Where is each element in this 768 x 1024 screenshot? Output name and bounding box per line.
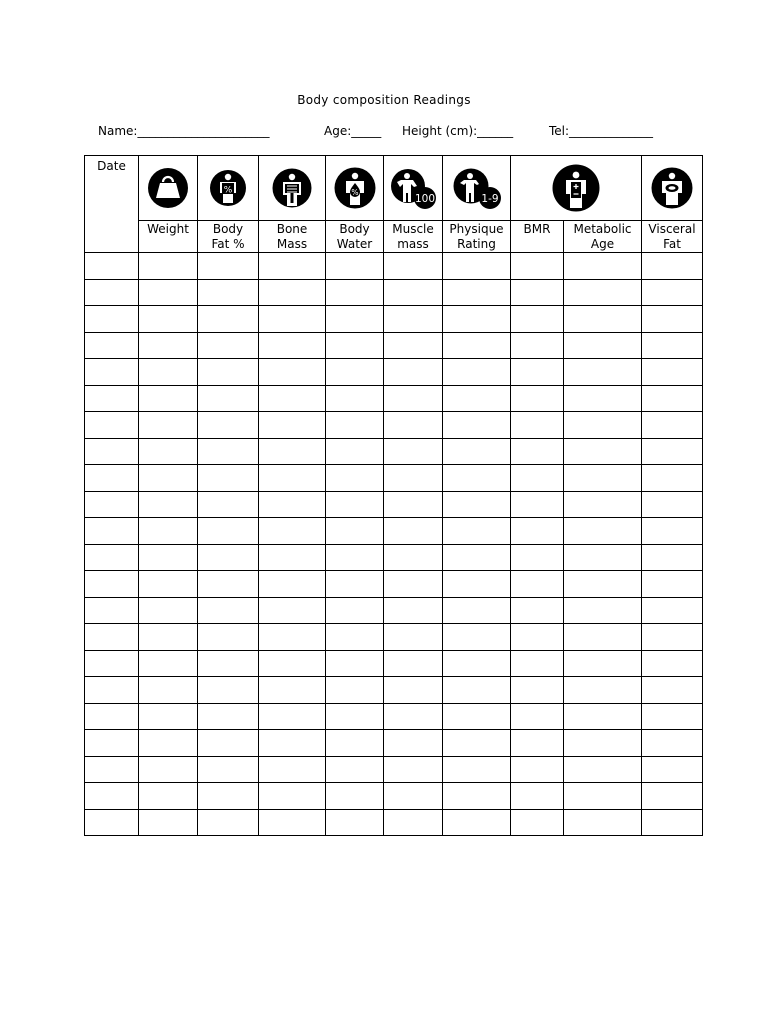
reading-cell[interactable] <box>198 571 259 598</box>
table-row <box>85 359 703 386</box>
reading-cell[interactable] <box>443 412 511 439</box>
reading-cell[interactable] <box>139 730 198 757</box>
reading-cell[interactable] <box>326 465 384 492</box>
readings-table <box>84 155 703 836</box>
name-field[interactable]: Name:______________________ <box>98 124 270 138</box>
reading-cell[interactable] <box>642 518 703 545</box>
reading-cell[interactable] <box>642 253 703 280</box>
reading-cell[interactable] <box>384 650 443 677</box>
reading-cell[interactable] <box>259 809 326 836</box>
reading-cell[interactable] <box>511 465 564 492</box>
reading-cell[interactable] <box>259 438 326 465</box>
reading-cell[interactable] <box>443 253 511 280</box>
reading-cell[interactable] <box>198 491 259 518</box>
table-row <box>85 491 703 518</box>
reading-cell[interactable] <box>198 544 259 571</box>
reading-cell[interactable] <box>198 518 259 545</box>
date-cell[interactable] <box>85 597 139 624</box>
reading-cell[interactable] <box>443 597 511 624</box>
reading-cell[interactable] <box>642 544 703 571</box>
reading-cell[interactable] <box>564 809 642 836</box>
reading-cell[interactable] <box>443 703 511 730</box>
reading-cell[interactable] <box>198 703 259 730</box>
reading-cell[interactable] <box>564 518 642 545</box>
date-cell[interactable] <box>85 677 139 704</box>
reading-cell[interactable] <box>326 438 384 465</box>
table-row <box>85 279 703 306</box>
reading-cell[interactable] <box>564 385 642 412</box>
reading-cell[interactable] <box>259 332 326 359</box>
reading-cell[interactable] <box>384 491 443 518</box>
reading-cell[interactable] <box>139 465 198 492</box>
table-row <box>85 571 703 598</box>
reading-cell[interactable] <box>326 412 384 439</box>
reading-cell[interactable] <box>564 359 642 386</box>
reading-cell[interactable] <box>259 650 326 677</box>
reading-cell[interactable] <box>326 491 384 518</box>
reading-cell[interactable] <box>511 677 564 704</box>
reading-cell[interactable] <box>139 756 198 783</box>
reading-cell[interactable] <box>443 518 511 545</box>
reading-cell[interactable] <box>443 756 511 783</box>
reading-cell[interactable] <box>139 703 198 730</box>
reading-cell[interactable] <box>511 491 564 518</box>
reading-cell[interactable] <box>198 677 259 704</box>
reading-cell[interactable] <box>564 624 642 651</box>
date-cell[interactable] <box>85 306 139 333</box>
reading-cell[interactable] <box>198 279 259 306</box>
date-cell[interactable] <box>85 491 139 518</box>
reading-cell[interactable] <box>384 571 443 598</box>
reading-cell[interactable] <box>259 359 326 386</box>
reading-cell[interactable] <box>511 809 564 836</box>
reading-cell[interactable] <box>564 597 642 624</box>
reading-cell[interactable] <box>198 438 259 465</box>
reading-cell[interactable] <box>384 677 443 704</box>
reading-cell[interactable] <box>511 438 564 465</box>
table-row <box>85 306 703 333</box>
reading-cell[interactable] <box>443 809 511 836</box>
reading-cell[interactable] <box>443 465 511 492</box>
reading-cell[interactable] <box>384 544 443 571</box>
reading-cell[interactable] <box>198 253 259 280</box>
reading-cell[interactable] <box>198 597 259 624</box>
reading-cell[interactable] <box>259 279 326 306</box>
physique-rating-icon <box>451 167 503 209</box>
reading-cell[interactable] <box>139 253 198 280</box>
reading-cell[interactable] <box>139 624 198 651</box>
reading-cell[interactable] <box>326 332 384 359</box>
reading-cell[interactable] <box>198 809 259 836</box>
label-header-row <box>85 221 703 253</box>
table-row <box>85 730 703 757</box>
reading-cell[interactable] <box>198 624 259 651</box>
reading-cell[interactable] <box>198 465 259 492</box>
svg-text:100: 100 <box>414 193 436 205</box>
reading-cell[interactable] <box>384 412 443 439</box>
reading-cell[interactable] <box>564 783 642 810</box>
reading-cell[interactable] <box>326 306 384 333</box>
reading-cell[interactable] <box>259 544 326 571</box>
reading-cell[interactable] <box>259 677 326 704</box>
reading-cell[interactable] <box>511 650 564 677</box>
reading-cell[interactable] <box>511 756 564 783</box>
reading-cell[interactable] <box>139 783 198 810</box>
reading-cell[interactable] <box>384 465 443 492</box>
reading-cell[interactable] <box>259 730 326 757</box>
reading-cell[interactable] <box>384 359 443 386</box>
reading-cell[interactable] <box>326 385 384 412</box>
reading-cell[interactable] <box>139 571 198 598</box>
body-fat-icon <box>209 169 247 207</box>
reading-cell[interactable] <box>139 279 198 306</box>
date-cell[interactable] <box>85 438 139 465</box>
reading-cell[interactable] <box>326 518 384 545</box>
reading-cell[interactable] <box>443 677 511 704</box>
reading-cell[interactable] <box>511 306 564 333</box>
date-cell[interactable] <box>85 253 139 280</box>
date-cell[interactable] <box>85 279 139 306</box>
reading-cell[interactable] <box>511 597 564 624</box>
reading-cell[interactable] <box>384 730 443 757</box>
reading-cell[interactable] <box>511 544 564 571</box>
reading-cell[interactable] <box>511 783 564 810</box>
reading-cell[interactable] <box>384 385 443 412</box>
svg-text:%: % <box>350 188 359 197</box>
bmr-icon <box>552 164 600 212</box>
table-row <box>85 809 703 836</box>
date-cell[interactable] <box>85 518 139 545</box>
reading-cell[interactable] <box>642 412 703 439</box>
reading-cell[interactable] <box>443 571 511 598</box>
reading-cell[interactable] <box>642 571 703 598</box>
reading-cell[interactable] <box>384 624 443 651</box>
reading-cell[interactable] <box>259 783 326 810</box>
table-row <box>85 253 703 280</box>
date-cell[interactable] <box>85 359 139 386</box>
svg-text:1-9: 1-9 <box>480 193 499 205</box>
reading-cell[interactable] <box>642 809 703 836</box>
reading-cell[interactable] <box>198 783 259 810</box>
date-cell[interactable] <box>85 544 139 571</box>
reading-cell[interactable] <box>139 332 198 359</box>
reading-cell[interactable] <box>326 703 384 730</box>
reading-cell[interactable] <box>384 306 443 333</box>
reading-cell[interactable] <box>443 544 511 571</box>
reading-cell[interactable] <box>511 518 564 545</box>
reading-cell[interactable] <box>564 756 642 783</box>
reading-cell[interactable] <box>259 465 326 492</box>
reading-cell[interactable] <box>564 544 642 571</box>
column-header-body-fat: Body Fat % <box>198 221 259 253</box>
reading-cell[interactable] <box>326 253 384 280</box>
reading-cell[interactable] <box>642 359 703 386</box>
reading-cell[interactable] <box>384 438 443 465</box>
reading-cell[interactable] <box>326 809 384 836</box>
reading-cell[interactable] <box>384 332 443 359</box>
reading-cell[interactable] <box>511 412 564 439</box>
reading-cell[interactable] <box>326 650 384 677</box>
reading-cell[interactable] <box>384 809 443 836</box>
reading-cell[interactable] <box>642 279 703 306</box>
reading-cell[interactable] <box>259 756 326 783</box>
table-row <box>85 438 703 465</box>
reading-cell[interactable] <box>139 544 198 571</box>
reading-cell[interactable] <box>326 597 384 624</box>
column-header-bmr: BMR <box>511 221 564 253</box>
table-row <box>85 783 703 810</box>
reading-cell[interactable] <box>139 438 198 465</box>
reading-cell[interactable] <box>642 783 703 810</box>
reading-cell[interactable] <box>511 332 564 359</box>
reading-cell[interactable] <box>384 518 443 545</box>
reading-cell[interactable] <box>139 491 198 518</box>
column-header-physique-rating: Physique Rating <box>443 221 511 253</box>
reading-cell[interactable] <box>642 465 703 492</box>
reading-cell[interactable] <box>642 438 703 465</box>
date-cell[interactable] <box>85 809 139 836</box>
reading-cell[interactable] <box>642 703 703 730</box>
reading-cell[interactable] <box>564 438 642 465</box>
date-header: Date <box>85 156 139 253</box>
reading-cell[interactable] <box>642 756 703 783</box>
reading-cell[interactable] <box>443 279 511 306</box>
reading-cell[interactable] <box>384 253 443 280</box>
column-header-metabolic-age: Metabolic Age <box>564 221 642 253</box>
reading-cell[interactable] <box>198 650 259 677</box>
reading-cell[interactable] <box>642 306 703 333</box>
date-cell[interactable] <box>85 783 139 810</box>
reading-cell[interactable] <box>511 253 564 280</box>
reading-cell[interactable] <box>642 332 703 359</box>
reading-cell[interactable] <box>642 491 703 518</box>
reading-cell[interactable] <box>443 438 511 465</box>
reading-cell[interactable] <box>564 491 642 518</box>
reading-cell[interactable] <box>443 306 511 333</box>
reading-cell[interactable] <box>511 571 564 598</box>
table-row <box>85 412 703 439</box>
reading-cell[interactable] <box>443 624 511 651</box>
column-header-bone-mass: Bone Mass <box>259 221 326 253</box>
bone-mass-icon <box>272 168 312 208</box>
reading-cell[interactable] <box>384 703 443 730</box>
age-field[interactable]: Age:_____ <box>324 124 382 138</box>
reading-cell[interactable] <box>443 491 511 518</box>
reading-cell[interactable] <box>326 730 384 757</box>
reading-cell[interactable] <box>326 756 384 783</box>
reading-cell[interactable] <box>198 412 259 439</box>
reading-cell[interactable] <box>511 279 564 306</box>
reading-cell[interactable] <box>259 306 326 333</box>
reading-cell[interactable] <box>326 544 384 571</box>
reading-cell[interactable] <box>139 306 198 333</box>
date-cell[interactable] <box>85 412 139 439</box>
reading-cell[interactable] <box>326 677 384 704</box>
table-row <box>85 703 703 730</box>
reading-cell[interactable] <box>564 730 642 757</box>
reading-cell[interactable] <box>326 571 384 598</box>
table-row <box>85 544 703 571</box>
table-row <box>85 624 703 651</box>
date-cell[interactable] <box>85 465 139 492</box>
table-row <box>85 465 703 492</box>
reading-cell[interactable] <box>139 597 198 624</box>
date-cell[interactable] <box>85 650 139 677</box>
table-row <box>85 332 703 359</box>
reading-cell[interactable] <box>139 412 198 439</box>
weight-icon <box>147 167 189 209</box>
svg-text:%: % <box>223 185 233 196</box>
date-cell[interactable] <box>85 624 139 651</box>
reading-cell[interactable] <box>443 730 511 757</box>
reading-cell[interactable] <box>259 491 326 518</box>
table-row <box>85 385 703 412</box>
reading-cell[interactable] <box>384 279 443 306</box>
reading-cell[interactable] <box>564 306 642 333</box>
reading-cell[interactable] <box>564 279 642 306</box>
reading-cell[interactable] <box>259 385 326 412</box>
reading-cell[interactable] <box>198 385 259 412</box>
reading-cell[interactable] <box>326 359 384 386</box>
reading-cell[interactable] <box>384 756 443 783</box>
reading-cell[interactable] <box>259 253 326 280</box>
tel-field[interactable]: Tel:______________ <box>549 124 654 138</box>
reading-cell[interactable] <box>326 624 384 651</box>
table-row <box>85 518 703 545</box>
reading-cell[interactable] <box>443 332 511 359</box>
column-header-muscle-mass: Muscle mass <box>384 221 443 253</box>
reading-cell[interactable] <box>511 703 564 730</box>
date-cell[interactable] <box>85 385 139 412</box>
body-water-icon <box>334 167 376 209</box>
date-cell[interactable] <box>85 730 139 757</box>
reading-cell[interactable] <box>564 465 642 492</box>
reading-cell[interactable] <box>511 359 564 386</box>
muscle-mass-icon <box>389 167 437 209</box>
date-cell[interactable] <box>85 571 139 598</box>
reading-cell[interactable] <box>259 597 326 624</box>
visceral-fat-icon <box>651 167 693 209</box>
reading-cell[interactable] <box>384 597 443 624</box>
reading-cell[interactable] <box>642 650 703 677</box>
reading-cell[interactable] <box>564 703 642 730</box>
reading-cell[interactable] <box>139 677 198 704</box>
reading-cell[interactable] <box>139 518 198 545</box>
reading-cell[interactable] <box>198 756 259 783</box>
reading-cell[interactable] <box>259 571 326 598</box>
reading-cell[interactable] <box>564 412 642 439</box>
reading-cell[interactable] <box>443 385 511 412</box>
reading-cell[interactable] <box>642 624 703 651</box>
date-cell[interactable] <box>85 332 139 359</box>
reading-cell[interactable] <box>259 518 326 545</box>
reading-cell[interactable] <box>564 571 642 598</box>
reading-cell[interactable] <box>564 650 642 677</box>
column-header-visceral-fat: Visceral Fat <box>642 221 703 253</box>
reading-cell[interactable] <box>139 359 198 386</box>
column-header-weight: Weight <box>139 221 198 253</box>
reading-cell[interactable] <box>259 703 326 730</box>
reading-cell[interactable] <box>443 359 511 386</box>
reading-cell[interactable] <box>139 385 198 412</box>
table-row <box>85 677 703 704</box>
table-row <box>85 597 703 624</box>
date-cell[interactable] <box>85 703 139 730</box>
reading-cell[interactable] <box>443 783 511 810</box>
reading-cell[interactable] <box>326 783 384 810</box>
table-row <box>85 756 703 783</box>
page-title: Body composition Readings <box>297 93 471 107</box>
reading-cell[interactable] <box>198 332 259 359</box>
reading-cell[interactable] <box>259 624 326 651</box>
reading-cell[interactable] <box>511 624 564 651</box>
reading-cell[interactable] <box>259 412 326 439</box>
reading-cell[interactable] <box>326 279 384 306</box>
column-header-body-water: Body Water <box>326 221 384 253</box>
reading-cell[interactable] <box>642 597 703 624</box>
reading-cell[interactable] <box>198 730 259 757</box>
reading-cell[interactable] <box>198 359 259 386</box>
reading-cell[interactable] <box>642 677 703 704</box>
height-field[interactable]: Height (cm):______ <box>402 124 514 138</box>
reading-cell[interactable] <box>564 253 642 280</box>
date-cell[interactable] <box>85 756 139 783</box>
reading-cell[interactable] <box>139 809 198 836</box>
reading-cell[interactable] <box>198 306 259 333</box>
reading-cell[interactable] <box>642 385 703 412</box>
reading-cell[interactable] <box>564 332 642 359</box>
reading-cell[interactable] <box>384 783 443 810</box>
table-row <box>85 650 703 677</box>
reading-cell[interactable] <box>564 677 642 704</box>
reading-cell[interactable] <box>511 385 564 412</box>
reading-cell[interactable] <box>642 730 703 757</box>
reading-cell[interactable] <box>443 650 511 677</box>
icon-header-row <box>85 156 703 221</box>
reading-cell[interactable] <box>511 730 564 757</box>
reading-cell[interactable] <box>139 650 198 677</box>
